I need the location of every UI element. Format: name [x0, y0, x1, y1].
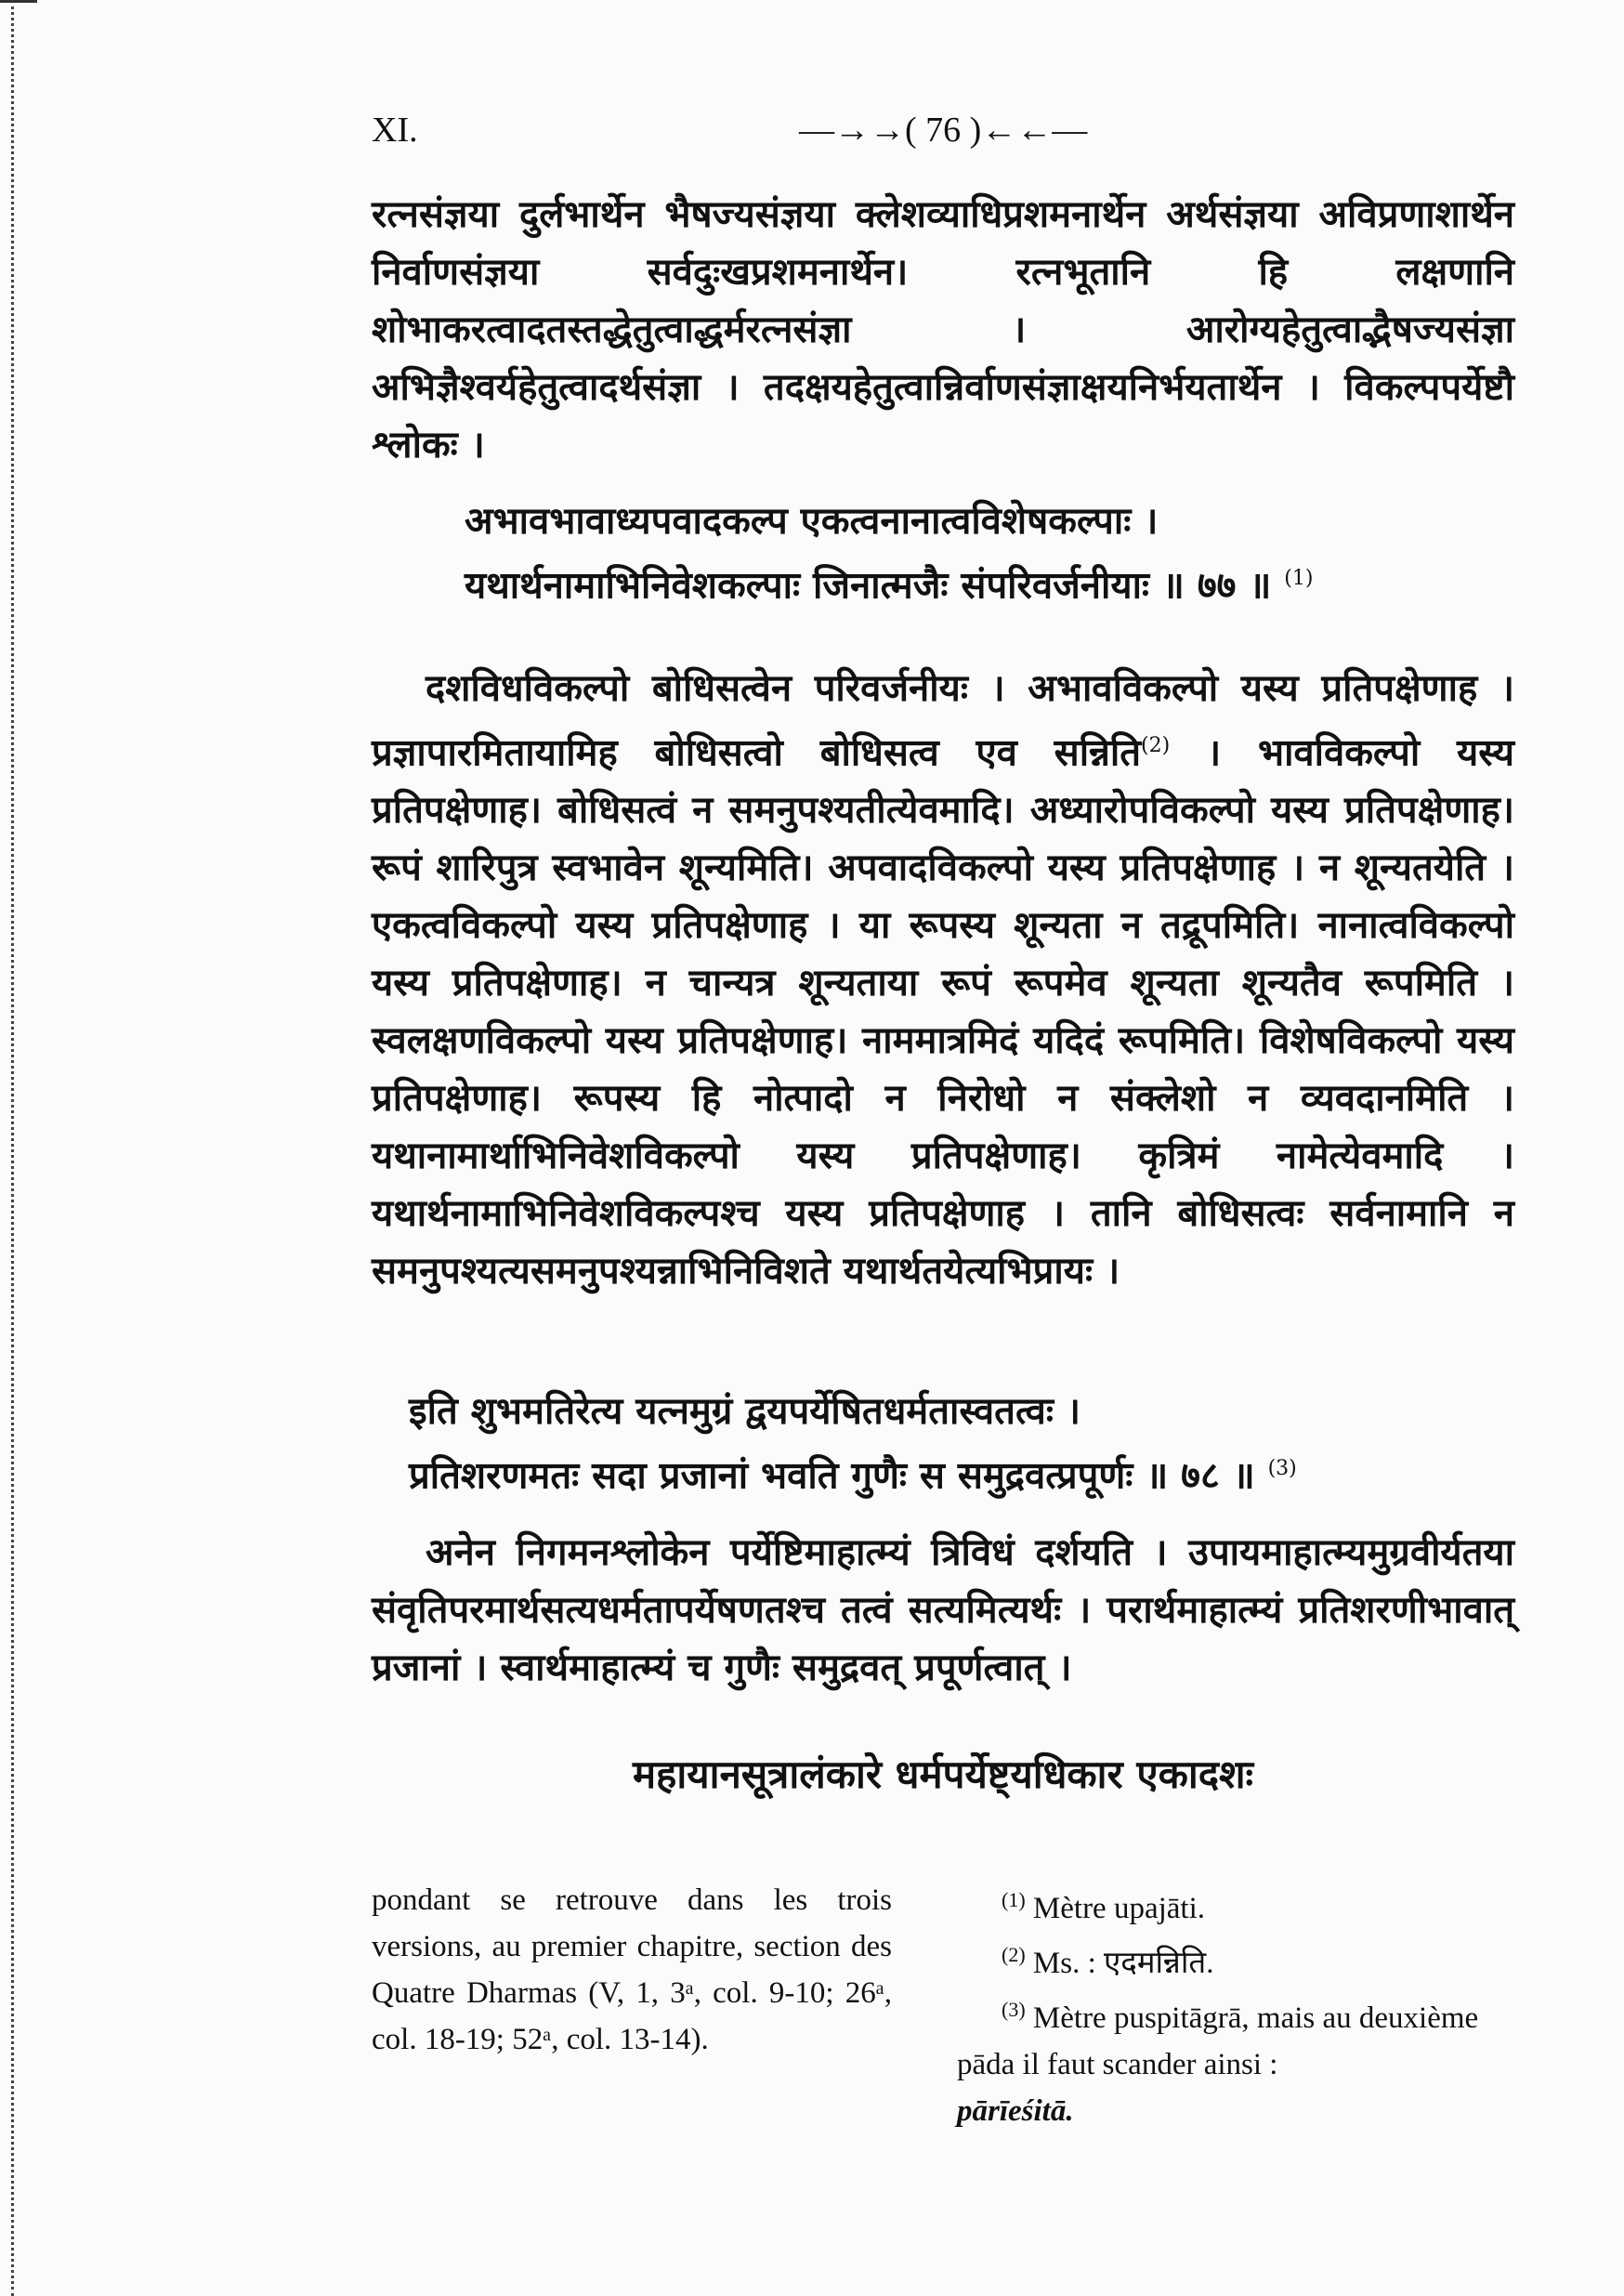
page-header	[372, 110, 1524, 165]
footnote-2	[957, 1932, 1514, 1987]
scan-mark	[0, 0, 37, 12]
chapter-number: XI.	[372, 111, 418, 150]
footnote-1	[957, 1877, 1514, 1932]
footnote-ref-1: (1)	[1284, 567, 1314, 590]
footnote-ref-2: (2)	[1141, 734, 1171, 757]
verse-77-line-1: अभावभावाध्यपवादकल्प एकत्वनानात्वविशेषकल्पाः ।	[465, 499, 1159, 543]
commentary-paragraph-2	[372, 660, 1514, 1300]
verse-78	[409, 1383, 1468, 1504]
chapter-colophon: महायानसूत्रालंकारे धर्मपर्येष्ट्यधिकार एकादशः	[632, 1752, 1254, 1797]
footnote-3-italic: pārīeśitā.	[957, 2094, 1074, 2128]
footnote-continuation: pondant se retrouve dans les trois versions, au premier chapitre, section des Quatre Dharmas (V, 1, 3ᵃ, col. 9-10; 26ᵃ, col. 18-19; 52ᵃ, col. 13-14).	[372, 1883, 892, 2056]
footnote-3	[957, 1987, 1514, 2134]
footnote-1-mark: (1)	[1002, 1888, 1026, 1911]
commentary-paragraph-3: अनेन निगमनश्लोकेन पर्येष्टिमाहात्म्यं त्रिविधं दर्शयति । उपायमाहात्म्यमुग्रवीर्यतया संवृतिपरमार्थसत्यधर्मतापर्येषणतश्च तत्वं सत्यमित्यर्थः । परार्थमाहात्म्यं प्रतिशरणीभावात् प्रजानां । स्वार्थमाहात्म्यं च गुणैः समुद्रवत् प्रपूर्णत्वात् ।	[372, 1530, 1514, 1689]
page-number: —→→( 76 )←←—	[799, 111, 1088, 150]
footnote-2-text: Ms. : एदमन्निति.	[1032, 1947, 1214, 1980]
footnote-ref-3: (3)	[1267, 1457, 1297, 1480]
paragraph-2-start: दशविधविकल्पो बोधिसत्वेन परिवर्जनीयः । अभावविकल्पो यस्य प्रतिपक्षेणाह । प्रज्ञापारमितायामिह बोधिसत्वो बोधिसत्व एव सन्निति	[372, 666, 1514, 775]
footnote-3-mark: (3)	[1002, 1998, 1026, 2021]
paragraph-2-rest: । भावविकल्पो यस्य प्रतिपक्षेणाह। बोधिसत्वं न समनुपश्यतीत्येवमादि। अध्यारोपविकल्पो यस्य प्रतिपक्षेणाह। रूपं शारिपुत्र स्वभावेन शून्यमिति। अपवादविकल्पो यस्य प्रतिपक्षेणाह । न शून्यतयेति । एकत्वविकल्पो यस्य प्रतिपक्षेणाह । या रूपस्य शून्यता न तद्रूपमिति। नानात्वविकल्पो यस्य प्रतिपक्षेणाह। न चान्यत्र शून्यताया रूपं रूपमेव शून्यता शून्यतैव रूपमिति । स्वलक्षणविकल्पो यस्य प्रतिपक्षेणाह। नाममात्रमिदं यदिदं रूपमिति। विशेषविकल्पो यस्य प्रतिपक्षेणाह। रूपस्य हि नोत्पादो न निरोधो न संक्लेशो न व्यवदानमिति । यथानामार्थाभिनिवेशविकल्पो यस्य प्रतिपक्षेणाह। कृत्रिमं नामेत्येवमादि । यथार्थनामाभिनिवेशविकल्पश्च यस्य प्रतिपक्षेणाह । तानि बोधिसत्वः सर्वनामानि न समनुपश्यत्यसमनुपश्यन्नाभिनिविशते यथार्थतयेत्यभिप्रायः ।	[372, 730, 1514, 1293]
verse-78-line-2: प्रतिशरणमतः सदा प्रजानां भवति गुणैः स समुद्रवत्प्रपूर्णः ॥ ७८ ॥	[409, 1453, 1255, 1498]
verse-77-line-2: यथार्थनामाभिनिवेशकल्पाः जिनात्मजैः संपरिवर्जनीयाः ॥ ७७ ॥	[465, 563, 1272, 608]
commentary-paragraph-1: रत्नसंज्ञया दुर्लभार्थेन भैषज्यसंज्ञया क्लेशव्याधिप्रशमनार्थेन अर्थसंज्ञया अविप्रणाशार्थेन निर्वाणसंज्ञया सर्वदुःखप्रशमनार्थेन। रत्नभूतानि हि लक्षणानि शोभाकरत्वादतस्तद्धेतुत्वाद्धर्मरत्नसंज्ञा । आरोग्यहेतुत्वाद्भैषज्यसंज्ञा अभिज्ञैश्वर्यहेतुत्वादर्थसंज्ञा । तदक्षयहेतुत्वान्निर्वाणसंज्ञाक्षयनिर्भयतार्थेन । विकल्पपर्येष्टौ श्लोकः ।	[372, 192, 1514, 466]
verse-77	[465, 492, 1524, 614]
scan-edge	[0, 0, 14, 2296]
footnote-1-text: Mètre upajāti.	[1032, 1892, 1205, 1925]
footnote-2-mark: (2)	[1002, 1943, 1026, 1966]
footnote-3-text: Mètre puspitāgrā, mais au deuxième pāda il faut scander ainsi :	[957, 2001, 1479, 2081]
footnotes	[957, 1877, 1514, 2134]
verse-78-line-1: इति शुभमतिरेत्य यत्नमुग्रं द्वयपर्येषितधर्मतास्वतत्वः ।	[409, 1389, 1080, 1433]
